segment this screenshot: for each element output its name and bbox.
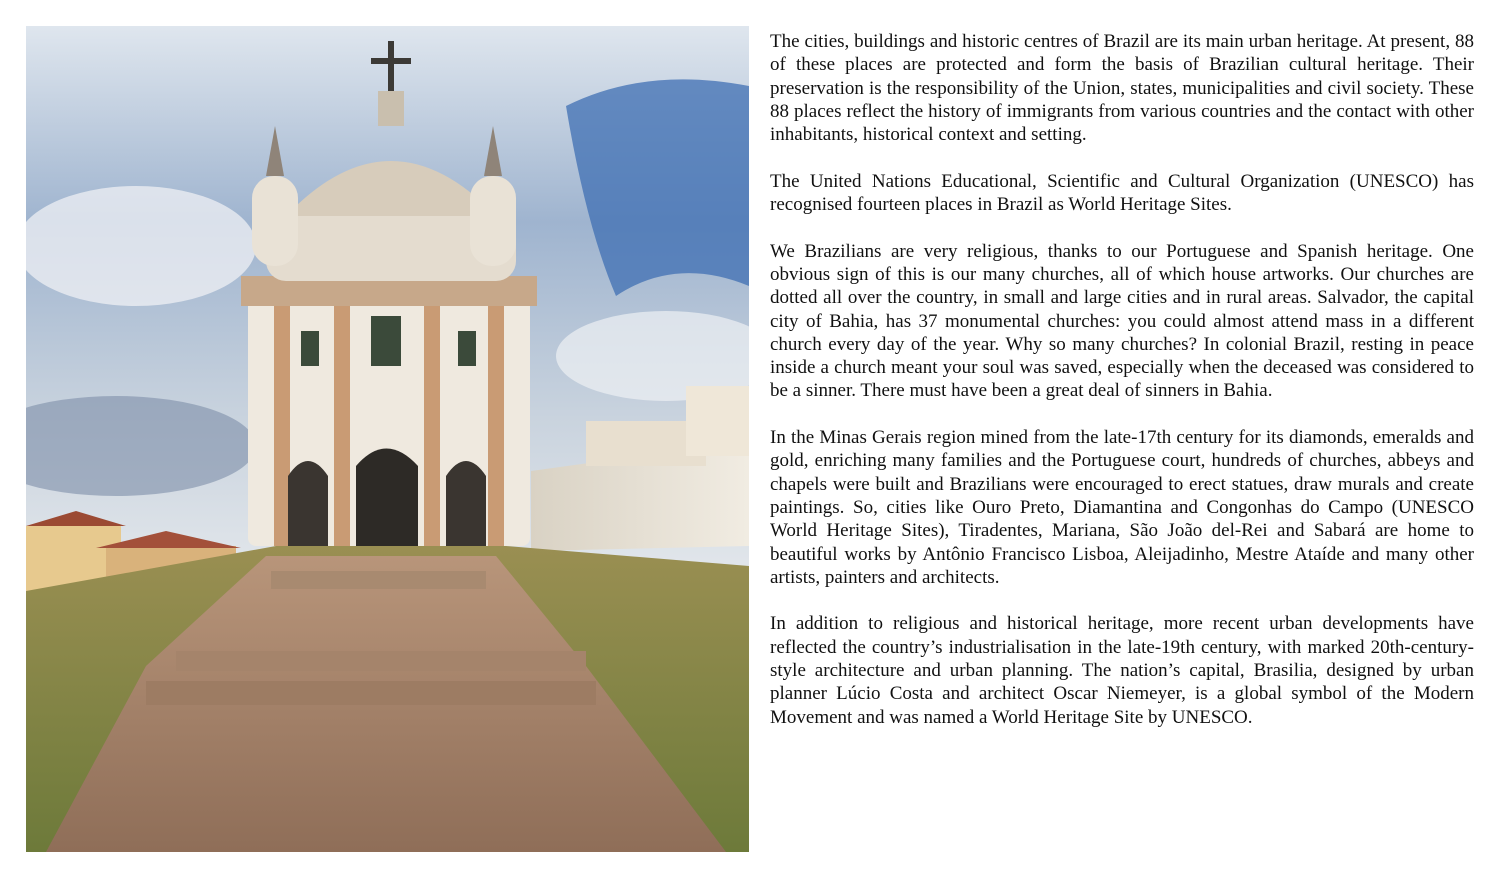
paragraph-churches: We Brazilians are very religious, thanks to our Portuguese and Spanish heritage. One obvious sign of this is our many churches, all of which house artworks. Our churches are dotted all over the country, in small and large cities and in rural areas. Salvador, the capital city of Bahia, has 37 monumental churches: you could almost attend mass in a different church every day of the year. Why so many churches? In colonial Brazil, resting in peace inside a church meant your soul was saved, especially when the deceased was considered to be a sinner. There must have been a great deal of sinners in Bahia. [770,240,1474,402]
article-text [770,30,1474,752]
paragraph-unesco: The United Nations Educational, Scientific and Cultural Organization (UNESCO) has recognised fourteen places in Brazil as World Heritage Sites. [770,170,1474,216]
paragraph-urban-heritage: The cities, buildings and historic centres of Brazil are its main urban heritage. At present, 88 of these places are protected and form the basis of Brazilian cultural heritage. Their preservation is the responsibility of the Union, states, municipalities and civil society. These 88 places reflect the history of immigrants from various countries and the contact with other inhabitants, historical context and setting. [770,31,1474,146]
paragraph-minas-gerais: In the Minas Gerais region mined from the late-17th century for its diamonds, emeralds and gold, enriching many families and the Portuguese court, hundreds of churches, abbeys and chapels were built and Brazilians were encouraged to erect statues, draw murals and create paintings. So, cities like Ouro Preto, Diamantina and Congonhas do Campo (UNESCO World Heritage Sites), Tiradentes, Mariana, São João del-Rei and Sabará are home to beautiful works by Antônio Francisco Lisboa, Aleijadinho, Mestre Ataíde and many other artists, painters and architects. [770,427,1474,588]
church-photo [26,26,749,852]
paragraph-modern-urbanism: In addition to religious and historical heritage, more recent urban developments have reflected the country’s industrialisation in the late-19th century, with marked 20th-century-style architecture and urban planning. The nation’s capital, Brasilia, designed by urban planner Lúcio Costa and architect Oscar Niemeyer, is a global symbol of the Modern Movement and was named a World Heritage Site by UNESCO. [770,613,1474,728]
